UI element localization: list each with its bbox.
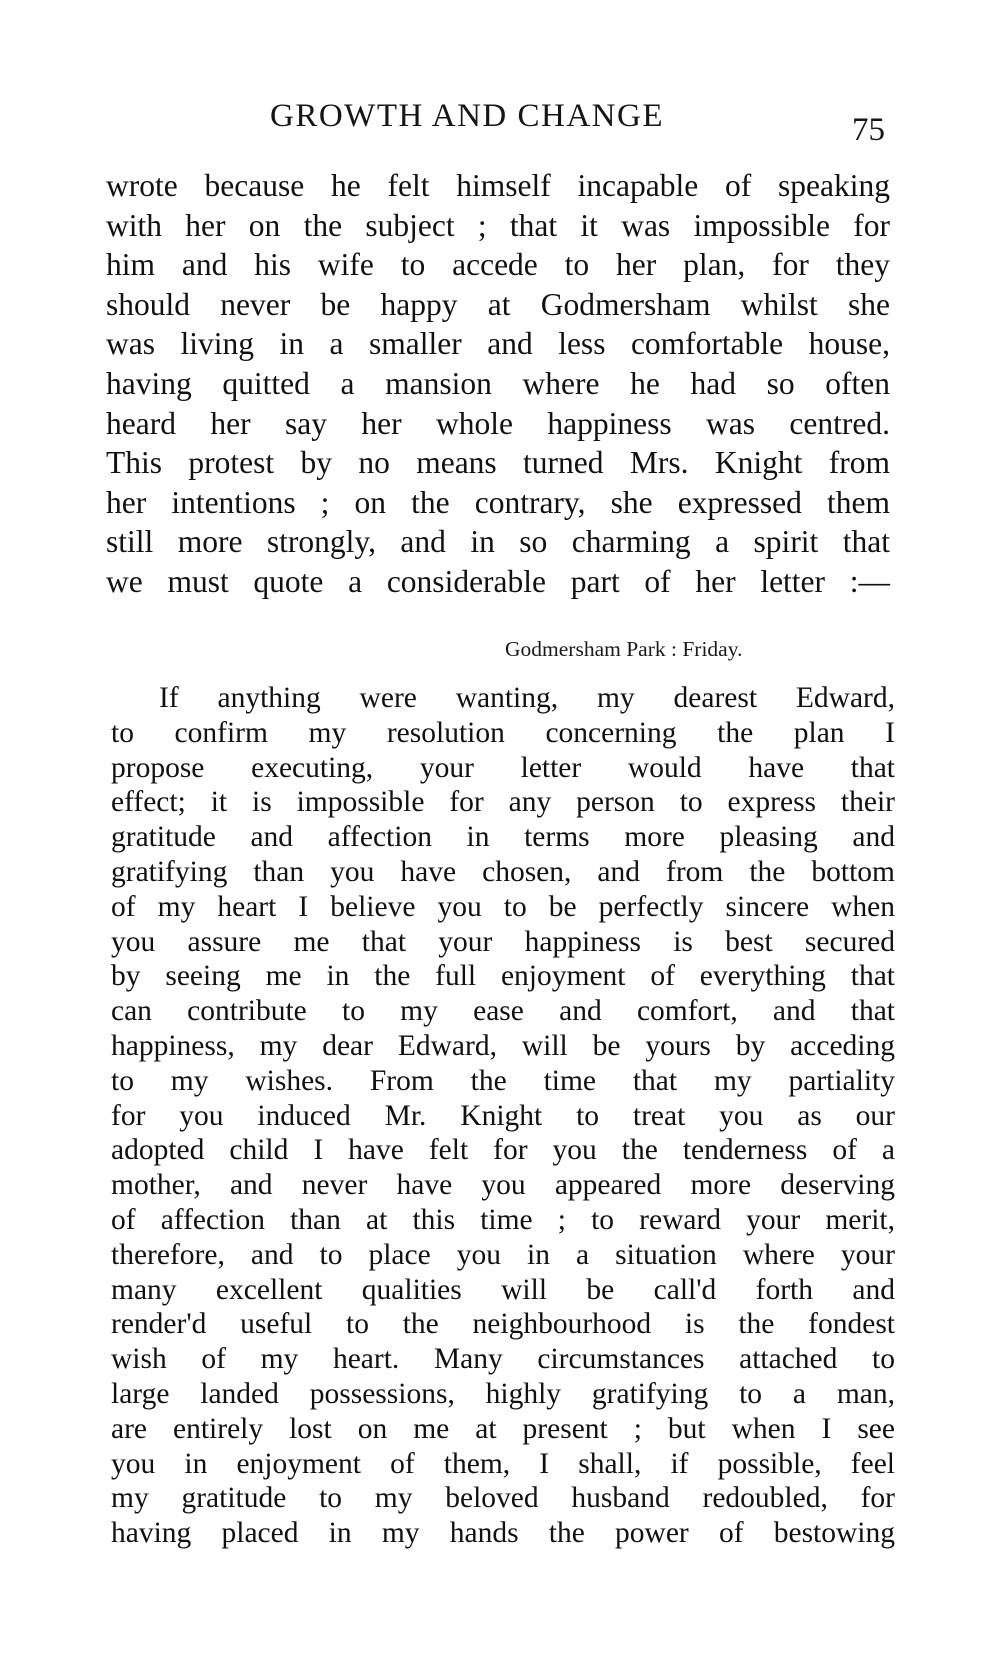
letter-line: my gratitude to my beloved husband redoubled, for xyxy=(111,1482,895,1515)
text-line: still more strongly, and in so charming a spirit that xyxy=(106,524,890,560)
letter-quotation xyxy=(111,681,895,1551)
letter-line: you in enjoyment of them, I shall, if possible, feel xyxy=(111,1447,895,1480)
text-line: was living in a smaller and less comfortable house, xyxy=(106,326,890,362)
text-line: her intentions ; on the contrary, she expressed them xyxy=(106,484,890,520)
letter-line: can contribute to my ease and comfort, and that xyxy=(111,995,895,1028)
letter-line: having placed in my hands the power of bestowing xyxy=(111,1517,895,1550)
letter-dateline: Godmersham Park : Friday. xyxy=(505,637,743,661)
letter-line: adopted child I have felt for you the tenderness of a xyxy=(111,1134,895,1167)
text-line: we must quote a considerable part of her letter :— xyxy=(106,563,890,599)
letter-line: large landed possessions, highly gratifying to a man, xyxy=(111,1377,895,1410)
letter-line: gratitude and affection in terms more pleasing and xyxy=(111,821,895,854)
letter-line: wish of my heart. Many circumstances attached to xyxy=(111,1343,895,1376)
letter-line: therefore, and to place you in a situation where your xyxy=(111,1238,895,1271)
running-head: GROWTH AND CHANGE xyxy=(270,98,664,134)
text-line: heard her say her whole happiness was centred. xyxy=(106,405,890,441)
text-line: having quitted a mansion where he had so often xyxy=(106,365,890,401)
letter-line: to my wishes. From the time that my partiality xyxy=(111,1064,895,1097)
letter-line: of affection than at this time ; to reward your merit, xyxy=(111,1203,895,1236)
letter-line: propose executing, your letter would have that xyxy=(111,751,895,784)
text-line: with her on the subject ; that it was impossible for xyxy=(106,207,890,243)
narrative-paragraph xyxy=(106,166,890,602)
letter-line: happiness, my dear Edward, will be yours by acceding xyxy=(111,1029,895,1062)
letter-line: effect; it is impossible for any person to express their xyxy=(111,786,895,819)
letter-line: by seeing me in the full enjoyment of everything that xyxy=(111,960,895,993)
text-line: him and his wife to accede to her plan, for they xyxy=(106,247,890,283)
letter-line: of my heart I believe you to be perfectly sincere when xyxy=(111,890,895,923)
letter-line: you assure me that your happiness is best secured xyxy=(111,925,895,958)
page-number: 75 xyxy=(852,112,885,148)
text-line: wrote because he felt himself incapable of speaking xyxy=(106,168,890,203)
letter-line: If anything were wanting, my dearest Edward, xyxy=(159,682,895,714)
text-line: This protest by no means turned Mrs. Knight from xyxy=(106,445,890,481)
letter-line: mother, and never have you appeared more deserving xyxy=(111,1169,895,1202)
letter-line: many excellent qualities will be call'd forth and xyxy=(111,1273,895,1306)
letter-line: render'd useful to the neighbourhood is the fondest xyxy=(111,1308,895,1341)
letter-line: gratifying than you have chosen, and from the bottom xyxy=(111,855,895,888)
letter-line: to confirm my resolution concerning the plan I xyxy=(111,716,895,749)
letter-line: for you induced Mr. Knight to treat you as our xyxy=(111,1099,895,1132)
letter-line: are entirely lost on me at present ; but when I see xyxy=(111,1412,895,1445)
text-line: should never be happy at Godmersham whilst she xyxy=(106,286,890,322)
